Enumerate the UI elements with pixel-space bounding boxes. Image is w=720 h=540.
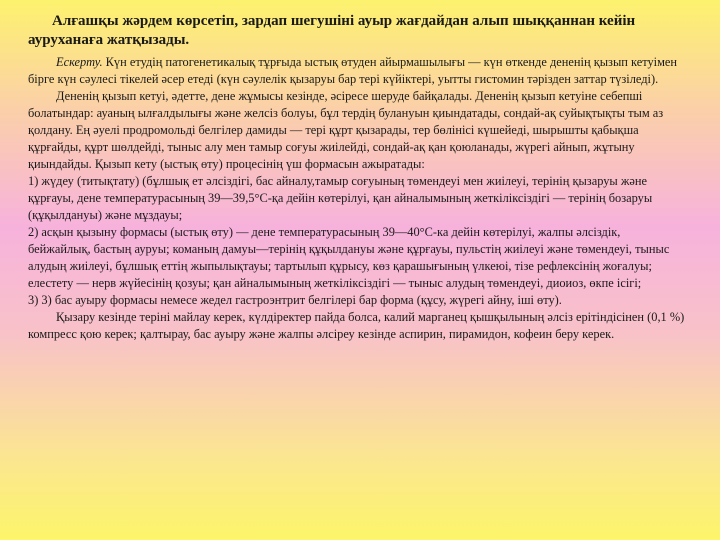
treatment-paragraph: Қызару кезінде теріні майлау керек, күлдіректер пайда болса, калий марганец қышқылының әлсіз ерітіндісінен (0,1 %) компресс қою керек; қалтырау, бас ауыру және жалпы әлсіреу кезінде аспирин, пирамидон, кофеин беру керек. — [28, 310, 685, 341]
note-label: Ескерту. — [56, 55, 103, 69]
overheating-paragraph: Дененің қызып кетуі, әдетте, дене жұмысы кезінде, әсіресе шеруде байқалады. Дененің қызып кетуіне себепші болатындар: ауаның ылғалдылығы және желсіз болуы, бұл тердің булануын қиындатады, сондай-ақ суйықтықты тым аз қолдану. Ең әуелі продромольді белгілер дамиды — тері құрт қызарады, тер бөлінісі күшейеді, шырышты қабықша құрғайды, құрт шөлдейді, тыныс алу мен тамыр соғуы жиілейді, сондай-ақ қан қоюланады, жүрегі айнып, жұтыну қиындайды. Қызып кету (ыстық өту) процесінің үш формасын ажыратады: — [28, 89, 664, 171]
document-page — [28, 12, 692, 343]
note-paragraph — [28, 54, 692, 88]
document-heading: Алғашқы жәрдем көрсетіп, зардап шегушіні ауыр жағдайдан алып шыққаннан кейін ауруханаға жатқызады. — [28, 13, 636, 48]
form-item-2: 2) асқын қызыну формасы (ыстық өту) — дене температурасының 39—40°С-ка дейін көтерілуі, жалпы әлсіздік, — [28, 225, 621, 239]
form-item-2-continued: бейжайлық, бастың ауруы; команың дамуы—терінің құқылдануы және құрғауы, пульстің жиілеуі және төмендеуі, тыныс алудың жиілеуі, бұлшық еттің жыпылықтауы; тартылып құрысу, көз қарашығының үлкеюі, тізе рефлексінің жоғалуы; елестету — нерв жүйесінің қозуы; қан айналымының жеткіліксіздігі — тыныс алудың төмендеуі, диоиоз, өкпе ісігі; — [28, 242, 670, 290]
form-item-1: 1) жүдеу (титықтату) (бұлшық ет әлсіздігі, бас айналу,тамыр соғуының төмендеуі мен жиілеуі, терінің қызаруы және құрғауы, дене температурасының 39—39,5°С-қа дейін көтерілуі, қан айналымының жеткіліксіздігі — терінің бозаруы (құқылдануы) және мұздауы; — [28, 174, 653, 222]
form-item-3: 3) 3) бас ауыру формасы немесе жедел гастроэнтрит белгілері бар форма (құсу, жүрегі айну, іші өту). — [28, 293, 562, 307]
note-text: Күн етудің патогенетикалық тұрғыда ыстық өтуден айырмашылығы — күн өткенде дененің қызып кетуімен бірге күн сәулесі тікелей әсер етеді (күн сәулелік қызаруы бар тері күйіктері, уытты гистомин тәрізден заттар түзіледі). — [28, 55, 678, 86]
